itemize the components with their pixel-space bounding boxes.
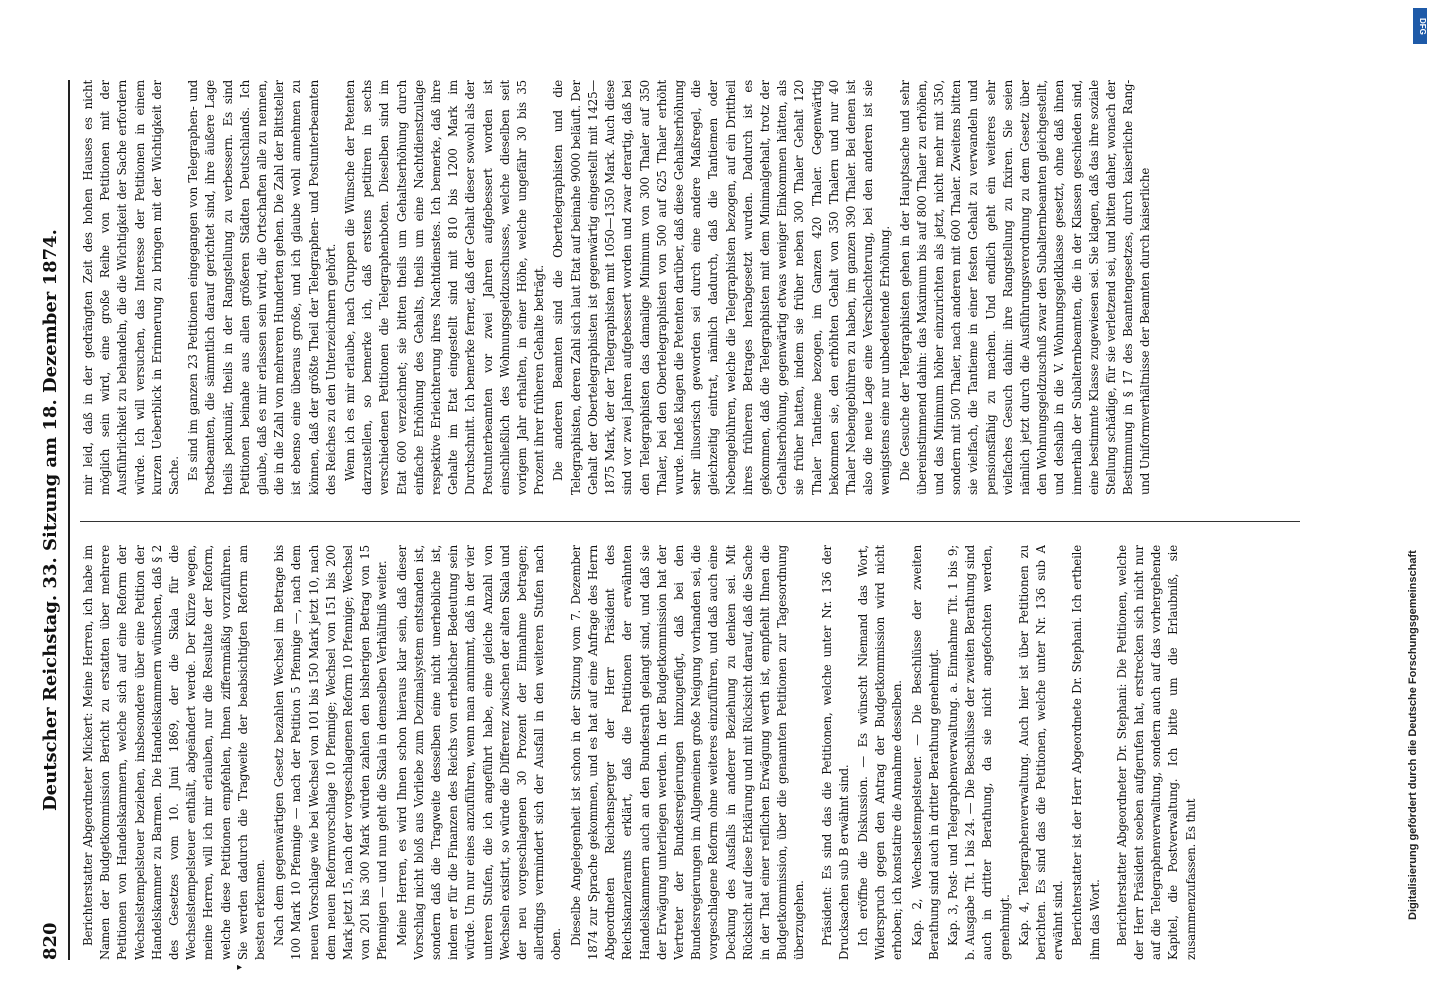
paragraph: Meine Herren, es wird Ihnen schon hieraus klar sein, daß dieser Vorschlag nicht bloß aus Vorliebe zum Dezimalsystem entstanden ist, sondern daß die Tragweite desselben eine nicht unerhebliche ist, indem er für die Finanzen des Reichs von erheblicher Bedeutung sein würde. Um nur eines anzuführen, wenn man annimmt, daß in der vier unteren Stufen, die ich angeführt habe, eine gleiche Anzahl von Wechseln existirt, so würde die Differenz zwischen der alten Skala und der neu vorgeschlagenen 30 Prozent der Einnahme betragen; allerdings vermindert sich der Ausfall in den weiteren Stufen nach oben. bbox=[394, 545, 564, 960]
rotated-document-page bbox=[0, 40, 1380, 1000]
paragraph: Kap. 3, Post- und Telegraphenverwaltung. a. Einnahme Tit. 1 bis 9; b. Ausgabe Tit. 1 bis 24. — Die Beschlüsse der zweiten Berathung sind auch in dritter Berathung, da sie nicht angefochten werden, genehmigt. bbox=[945, 545, 1012, 960]
dfg-logo: DFG bbox=[1413, 8, 1427, 44]
paragraph: Berichterstatter Abgeordneter Mickert: Meine Herren, ich habe im Namen der Budgetkommission Bericht zu erstatten über mehrere Petitionen von Handelskammern, welche sich auf eine Reform der Wechselstempelsteuer beziehen, insbesondere über eine Petition der Handelskammer zu Barmen. Die Handelskammern wünschen, daß § 2 des Gesetzes vom 10. Juni 1869, der die Skala für die Wechselstempelsteuer enthält, abgeändert werde. Der Kürze wegen, meine Herren, will ich mir erlauben, nur die Resultate der Reform, welche diese Petitionen empfehlen, Ihnen ziffernmäßig vorzuführen. Sie werden dadurch die Tragweite der beabsichtigten Reform am besten erkennen. bbox=[81, 545, 268, 960]
text-column-left bbox=[80, 545, 1320, 960]
paragraph: Ich eröffne die Diskussion. — Es wünscht Niemand das Wort, Widerspruch gegen den Antrag der Budgetkommission wird nicht erhoben; ich konstatire die Annahme desselben. bbox=[855, 545, 905, 960]
paragraph: Die Gesuche der Telegraphisten gehen in der Hauptsache und sehr übereinstimmend dahin: das Maximum bis auf 800 Thaler zu erhöhen, und das Minimum höher einzurichten als jetzt, nicht mehr mit 350, sondern mit 500 Thaler, nach anderen mit 600 Thaler. Zweitens bitten sie vielfach, die Tantieme in einer festen Gehalt zu verwandeln und pensionsfähig zu machen. Und endlich geht ein weiteres sehr vielfaches Gesuch dahin: ihre Rangstellung zu fixiren. Sie seien nämlich jetzt durch die Ausführungsverordnung zu dem Gesetz über den Wohnungsgeldzuschuß zwar den Subalternbeamten gleichgestellt, und deshalb in die V. Wohnungsgeldklasse gesetzt, ohne daß ihnen innerhalb der Subalternbeamten, die in der Klassen geschieden sind, eine bestimmte Klasse zugewiesen sei. Sie klagen, daß das ihre soziale Stellung schädige, für sie verletzend sei, und bitten daher, wonach der Bestimmung in § 17 des Beamtengesetzes, durch kaiserliche Rang- und Uniformverhältnisse der Beamten durch kaiserliche bbox=[897, 80, 1153, 495]
paragraph: Dieselbe Angelegenheit ist schon in der Sitzung vom 7. Dezember 1874 zur Sprache gekommen, und es hat auf eine Anfrage des Herrn Abgeordneten Reichensperger der Herr Präsident des Reichskanzleramts erklärt, daß die Petitionen der erwähnten Handelskammern auch an den Bundesrath gelangt sind, und daß sie der Erwägung unterliegen werden. In der Budgetkommission hat der Vertreter der Bundesregierungen hinzugefügt, daß bei den Bundesregierungen im Allgemeinen große Neigung vorhanden sei, die vorgeschlagene Reform ohne weiteres einzuführen, und daß auch eine Deckung des Ausfalls in anderer Beziehung zu denken sei. Mit Rücksicht auf diese Erklärung und mit Rücksicht darauf, daß die Sache in der That einer reiflichen Erwägung werth ist, empfiehlt Ihnen die Budgetkommission, über die genannten Petitionen zur Tagesordnung überzugehen. bbox=[568, 545, 807, 960]
page-header bbox=[32, 80, 70, 960]
scan-mark-arrow: ▸ bbox=[237, 962, 243, 973]
paragraph: Kap. 4, Telegraphenverwaltung. Auch hier ist über Petitionen zu berichten. Es sind das die Petitionen, welche unter Nr. 136 sub A erwähnt sind. bbox=[1016, 545, 1066, 960]
paragraph: Berichterstatter Abgeordneter Dr. Stephani: Die Petitionen, welche der Herr Präsident soeben aufgerufen hat, erstrecken sich nicht nur auf die Telegraphenverwaltung, sondern auch auf das vorhergehende Kapitel, die Postverwaltung. Ich bitte um die Erlaubniß, sie zusammenzufassen. Es thut bbox=[1114, 545, 1198, 960]
paragraph: Kap. 2, Wechselstempelsteuer. — Die Beschlüsse der zweiten Berathung sind auch in dritter Berathung genehmigt. bbox=[909, 545, 941, 960]
paragraph: Nach dem gegenwärtigen Gesetz bezahlen Wechsel im Betrage bis 100 Mark 10 Pfennige — nach der Petition 5 Pfennige —, nach dem neuen Vorschlage wie bei Wechsel von 101 bis 150 Mark jetzt 10, nach dem neuen Reformvorschlage 10 Pfennige; Wechsel von 151 bis 200 Mark jetzt 15, nach der vorgeschlagenen Reform 10 Pfennige; Wechsel von 201 bis 300 Mark würden zahlen den bisherigen Betrag von 15 Pfennigen — und nun geht die Skala in demselben Verhältniß weiter. bbox=[272, 545, 390, 960]
running-title: Deutscher Reichstag. 33. Sitzung am 18. Dezember 1874. bbox=[40, 229, 61, 811]
paragraph: mir leid, daß in der gedrängten Zeit des hohen Hauses es nicht möglich sein wird, eine große Reihe von Petitionen mit der Ausführlichkeit zu behandeln, die die Wichtigkeit der Sache erfordern würde. Ich will versuchen, das Interesse der Petitionen in einem kurzen Ueberblick in Erinnerung zu bringen mit der Wichtigkeit der Sache. bbox=[81, 80, 182, 495]
text-column-right bbox=[80, 80, 1320, 495]
digitization-note-text: Digitalisierung gefördert durch die Deutsche Forschungsgemeinschaft bbox=[1407, 550, 1419, 920]
digitization-note bbox=[1407, 20, 1427, 920]
paragraph: Wenn ich es mir erlaube, nach Gruppen die Wünsche der Petenten darzustellen, so bemerke ich, daß erstens petitiren in sechs verschiedenen Petitionen die Telegraphenboten. Dieselben sind im Etat 600 verzeichnet; sie bitten theils um Gehaltserhöhung durch einfache Erhöhung des Gehalts, theils um eine Nachtdienstzulage respektive Erleichterung ihres Nachtdienstes. Ich bemerke, daß ihre Gehalte im Etat eingestellt sind mit 810 bis 1200 Mark im Durchschnitt. Ich bemerke ferner, daß der Gehalt dieser sowohl als der Postunterbeamten vor zwei Jahren aufgebessert worden ist einschließlich des Wohnungsgeldzuschusses, welche dieselben seit vorigem Jahr erhalten, in einer Höhe, welche ungefähr 30 bis 35 Prozent ihrer früheren Gehalte beträgt. bbox=[343, 80, 547, 495]
paragraph: Berichterstatter ist der Herr Abgeordnete Dr. Stephani. Ich ertheile ihm das Wort. bbox=[1070, 545, 1102, 960]
column-divider bbox=[80, 521, 1300, 522]
paragraph: Präsident: Es sind das die Petitionen, welche unter Nr. 136 der Drucksachen sub B erwähnt sind. bbox=[819, 545, 851, 960]
paragraph: Die anderen Beamten sind die Obertelegraphisten und die Telegraphisten, deren Zahl sich laut Etat auf beinahe 9000 beläuft. Der Gehalt der Obertelegraphisten ist gegenwärtig eingestellt mit 1425—1875 Mark, der der Telegraphisten mit 1050—1350 Mark. Auch diese sind vor zwei Jahren aufgebessert worden und zwar derartig, daß bei den Telegraphisten das damalige Minimum von 300 Thaler auf 350 Thaler, bei den Obertelegraphisten von 500 auf 625 Thaler erhöht wurde. Indeß klagen die Petenten darüber, daß diese Gehaltserhöhung sehr illusorisch geworden sei durch eine andere Maßregel, die gleichzeitig eintrat, nämlich dadurch, daß die Tantiemen oder Nebengebühren, welche die Telegraphisten bezogen, auf ein Drittheil ihres früheren Betrages herabgesetzt wurden. Dadurch ist es gekommen, daß die Telegraphisten mit dem Minimalgehalt, trotz der Gehaltserhöhung, gegenwärtig etwas weniger Einkommen hätten, als sie früher hatten, indem sie früher neben 300 Thaler Gehalt 120 Thaler Tantieme bezogen, im Ganzen 420 Thaler. Gegenwärtig bekommen sie, den erhöhten Gehalt von 350 Thalern und nur 40 Thaler Nebengebühren zu haben, im ganzen 390 Thaler. Bei denen ist also die neue Lage eine Verschlechterung, bei den anderen ist sie wenigstens eine nur unbedeutende Erhöhung. bbox=[551, 80, 893, 495]
paragraph: Es sind im ganzen 23 Petitionen eingegangen von Telegraphen- und Postbeamten, die sämmtlich darauf gerichtet sind, ihre äußere Lage theils pekuniär, theils in der Rangstellung zu verbessern. Es sind Petitionen beinahe aus allen größeren Städten Deutschlands. Ich glaube, daß es mir erlassen sein wird, die Ortschaften alle zu nennen, die in die Zahl von mehreren Hunderten gehen. Die Zahl der Bittsteller ist ebenso eine überaus große, und ich glaube wohl annehmen zu können, daß der größte Theil der Telegraphen- und Postunterbeamten des Reiches zu den Unterzeichnern gehört. bbox=[186, 80, 338, 495]
page-number: 820 bbox=[40, 922, 61, 960]
